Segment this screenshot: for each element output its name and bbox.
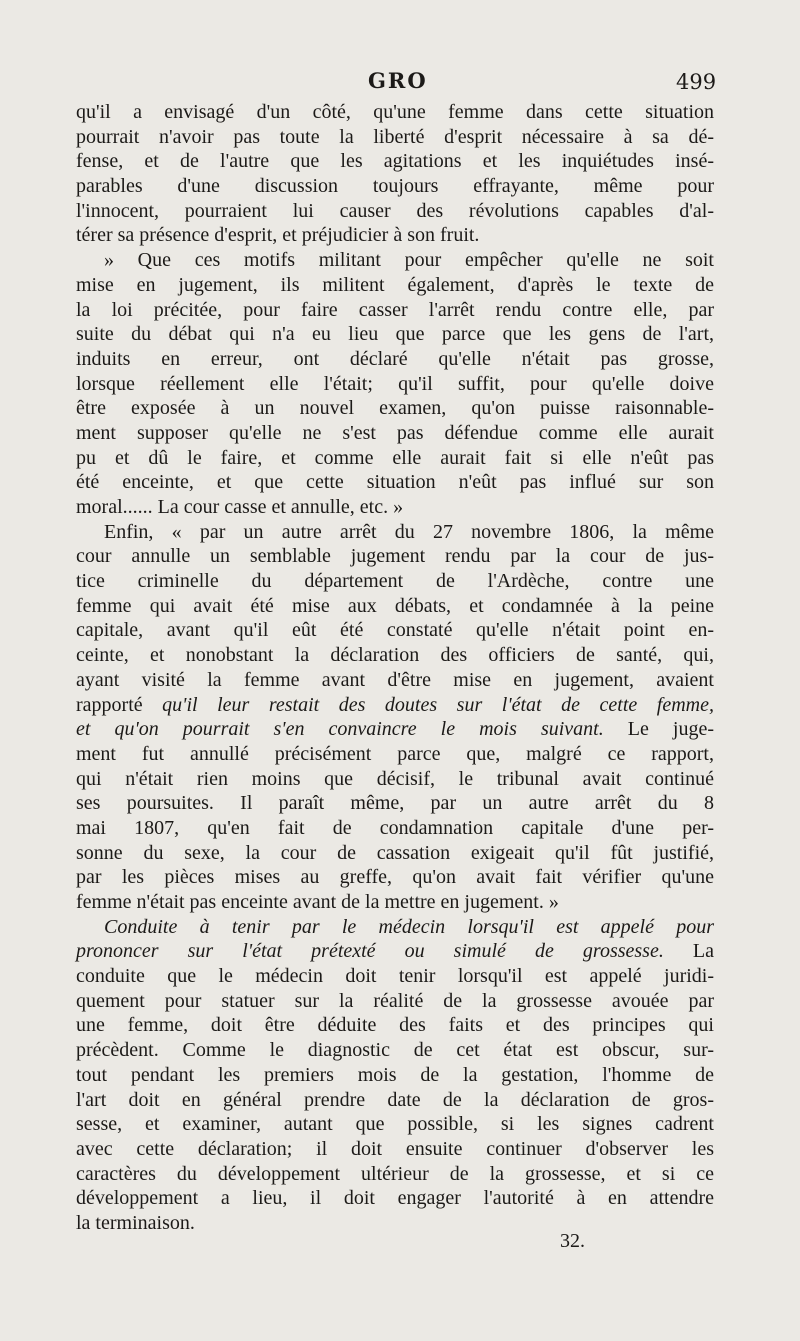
- text-line: la loi précitée, pour faire casser l'arrêt rendu contre elle, par: [76, 298, 714, 321]
- text-line: tout pendant les premiers mois de la gestation, l'homme de: [76, 1063, 714, 1086]
- text-line: ment fut annullé précisément parce que, malgré ce rapport,: [76, 742, 714, 765]
- section-heading-line: Conduite à tenir par le médecin lorsqu'il est appelé pour: [104, 915, 714, 938]
- text-line: capitale, avant qu'il eût été constaté qu'elle n'était point en-: [76, 619, 714, 642]
- text-line: ceinte, et nonobstant la déclaration des officiers de santé, qui,: [76, 644, 714, 667]
- text-line: caractères du développement ultérieur de la grossesse, et si ce: [76, 1162, 714, 1185]
- text-line: l'art doit en général prendre date de la déclaration de gros-: [76, 1088, 714, 1111]
- text-line: moral...... La cour casse et annulle, etc. »: [76, 496, 404, 518]
- text-line: avec cette déclaration; il doit ensuite continuer d'observer les: [76, 1137, 714, 1160]
- text-line: conduite que le médecin doit tenir lorsqu'il est appelé juridi-: [76, 965, 714, 988]
- body-text: [76, 100, 714, 1236]
- text-line: précèdent. Comme le diagnostic de cet état est obscur, sur-: [76, 1039, 714, 1062]
- text-line: ses poursuites. Il paraît même, par un autre arrêt du 8: [76, 792, 714, 815]
- signature-mark: 32.: [560, 1230, 585, 1252]
- text-line: Enfin, « par un autre arrêt du 27 novembre 1806, la même: [104, 520, 714, 543]
- text-line: quement pour statuer sur la réalité de la grossesse avouée par: [76, 989, 714, 1012]
- text-line: la terminaison.: [76, 1211, 195, 1234]
- text-line: fense, et de l'autre que les agitations et les inquiétudes insé-: [76, 150, 714, 173]
- text-line: mai 1807, qu'en fait de condamnation capitale d'une per-: [76, 816, 714, 839]
- text-line: parables d'une discussion toujours effrayante, même pour: [76, 175, 714, 198]
- text-line: pourrait n'avoir pas toute la liberté d'esprit nécessaire à sa dé-: [76, 125, 714, 148]
- text-line: induits en erreur, ont déclaré qu'elle n'était pas grosse,: [76, 347, 714, 370]
- text-line: qui n'était rien moins que décisif, le tribunal avait continué: [76, 767, 714, 790]
- text-line: cour annulle un semblable jugement rendu par la cour de jus-: [76, 545, 714, 568]
- text-line: été enceinte, et que cette situation n'eût pas influé sur son: [76, 471, 714, 494]
- text-line: l'innocent, pourraient lui causer des révolutions capables d'al-: [76, 199, 714, 222]
- text-line: femme qui avait été mise aux débats, et condamnée à la peine: [76, 594, 714, 617]
- text-line: ayant visité la femme avant d'être mise en jugement, avaient: [76, 668, 714, 691]
- text-line: térer sa présence d'esprit, et préjudicier à son fruit.: [76, 224, 480, 247]
- text-line: par les pièces mises au greffe, qu'on avait fait vérifier qu'une: [76, 866, 714, 889]
- text-line: tice criminelle du département de l'Ardèche, contre une: [76, 570, 714, 593]
- text-line: suite du débat qui n'a eu lieu que parce que les gens de l'art,: [76, 323, 714, 346]
- text-line: une femme, doit être déduite des faits et des principes qui: [76, 1014, 714, 1037]
- text-line: prononcer sur l'état prétexté ou simulé de grossesse. La: [76, 940, 714, 963]
- text-line: » Que ces motifs militant pour empêcher qu'elle ne soit: [104, 249, 714, 272]
- text-line: pu et dû le faire, et comme elle aurait fait si elle n'eût pas: [76, 446, 714, 469]
- text-line: être exposée à un nouvel examen, qu'on puisse raisonnable-: [76, 397, 714, 420]
- text-line: ment supposer qu'elle ne s'est pas défendue comme elle aurait: [76, 421, 714, 444]
- page-number: 499: [676, 70, 717, 94]
- text-line: rapporté qu'il leur restait des doutes sur l'état de cette femme,: [76, 693, 714, 716]
- text-line: mise en jugement, ils militent également, d'après le texte de: [76, 273, 714, 296]
- text-line: et qu'on pourrait s'en convaincre le mois suivant. Le juge-: [76, 718, 714, 741]
- text-line: sonne du sexe, la cour de cassation exigeait qu'il fût justifié,: [76, 841, 714, 864]
- text-line: femme n'était pas enceinte avant de la mettre en jugement. »: [76, 891, 559, 913]
- text-line: sesse, et examiner, autant que possible, si les signes cadrent: [76, 1113, 714, 1136]
- text-line: lorsque réellement elle l'était; qu'il suffit, pour qu'elle doive: [76, 372, 714, 395]
- running-head: GRO: [368, 68, 428, 93]
- page-header: [0, 68, 800, 100]
- text-line: qu'il a envisagé d'un côté, qu'une femme dans cette situation: [76, 101, 714, 123]
- text-line: développement a lieu, il doit engager l'autorité à en attendre: [76, 1187, 714, 1210]
